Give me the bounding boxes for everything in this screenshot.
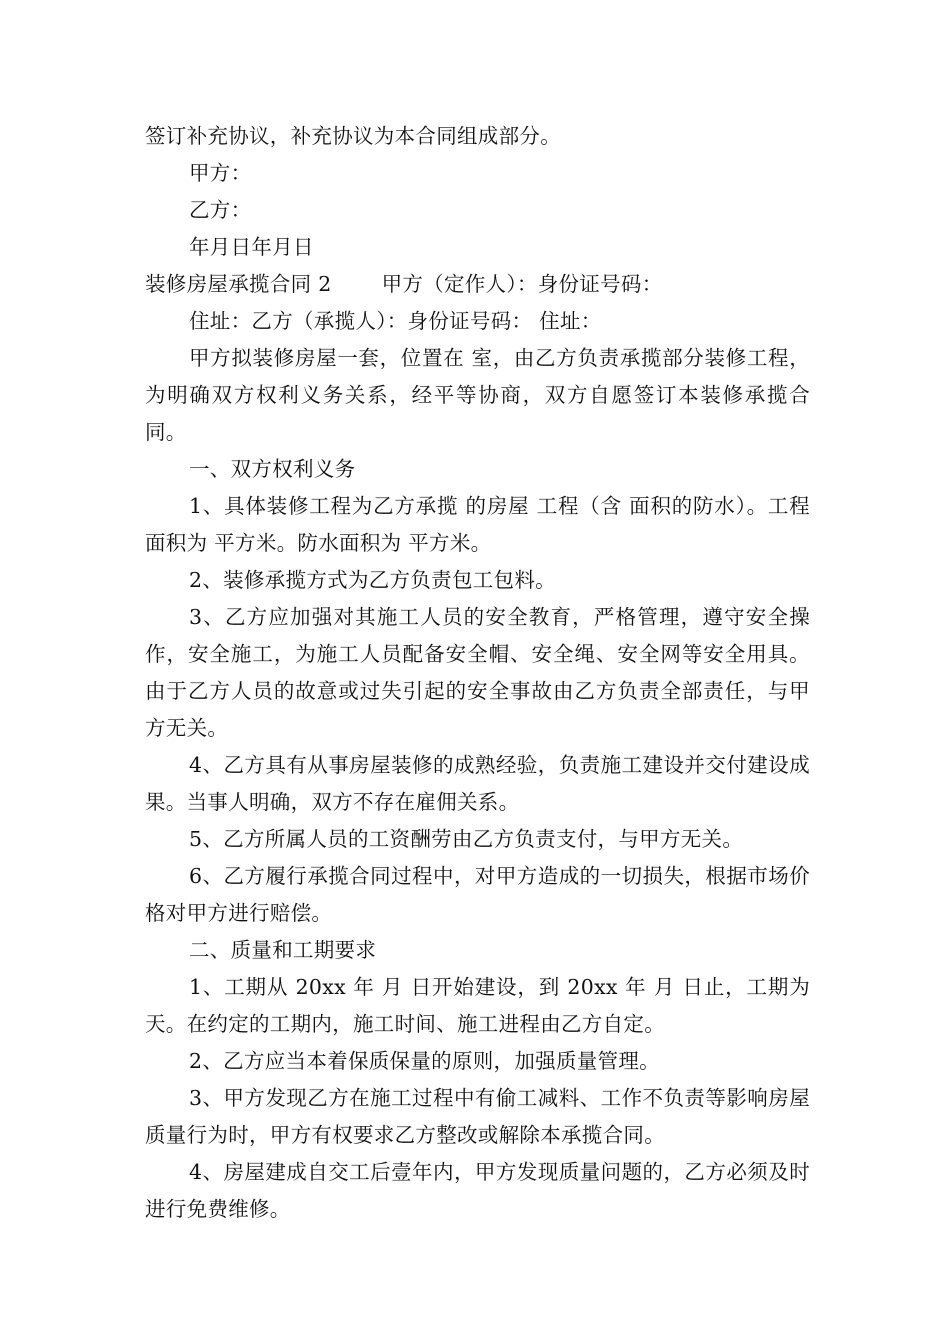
document-body (145, 118, 810, 1228)
contract-title-line (145, 266, 810, 303)
party-b-signature-line: 乙方： (189, 198, 252, 222)
paragraph: 甲方拟装修房屋一套，位置在 室，由乙方负责承揽部分装修工程，为明确双方权利义务关系，经平等协商，双方自愿签订本装修承揽合同。 (145, 346, 810, 444)
clause: 6、乙方履行承揽合同过程中，对甲方造成的一切损失，根据市场价格对甲方进行赔偿。 (145, 864, 810, 925)
contract-title: 装修房屋承揽合同 2 (145, 272, 332, 296)
section-heading: 一、双方权利义务 (189, 457, 356, 481)
clause: 4、房屋建成自交工后壹年内，甲方发现质量问题的，乙方必须及时进行免费维修。 (145, 1160, 810, 1221)
section-heading: 二、质量和工期要求 (189, 938, 377, 962)
party-a-info: 甲方（定作人）：身份证号码： (381, 272, 663, 296)
party-a-signature-line: 甲方： (189, 161, 252, 185)
paragraph: 签订补充协议，补充协议为本合同组成部分。 (145, 124, 561, 148)
clause: 2、乙方应当本着保质保量的原则，加强质量管理。 (189, 1049, 660, 1073)
clause: 5、乙方所属人员的工资酬劳由乙方负责支付，与甲方无关。 (189, 827, 744, 851)
clause: 4、乙方具有从事房屋装修的成熟经验，负责施工建设并交付建设成果。当事人明确，双方不存在雇佣关系。 (145, 753, 810, 814)
clause: 1、具体装修工程为乙方承揽 的房屋 工程（含 面积的防水）。工程面积为 平方米。防水面积为 平方米。 (145, 494, 810, 555)
paragraph: 住址：乙方（承揽人）：身份证号码： 住址： (189, 309, 602, 333)
clause: 1、工期从 20xx 年 月 日开始建设，到 20xx 年 月 日止，工期为天。在约定的工期内，施工时间、施工进程由乙方自定。 (145, 975, 810, 1036)
clause: 3、乙方应加强对其施工人员的安全教育，严格管理，遵守安全操作，安全施工，为施工人员配备安全帽、安全绳、安全网等安全用具。由于乙方人员的故意或过失引起的安全事故由乙方负责全部责任，与甲方无关。 (145, 605, 810, 740)
date-line: 年月日年月日 (189, 235, 314, 259)
clause: 2、装修承揽方式为乙方负责包工包料。 (189, 568, 556, 592)
clause: 3、甲方发现乙方在施工过程中有偷工减料、工作不负责等影响房屋质量行为时，甲方有权要求乙方整改或解除本承揽合同。 (145, 1086, 810, 1147)
